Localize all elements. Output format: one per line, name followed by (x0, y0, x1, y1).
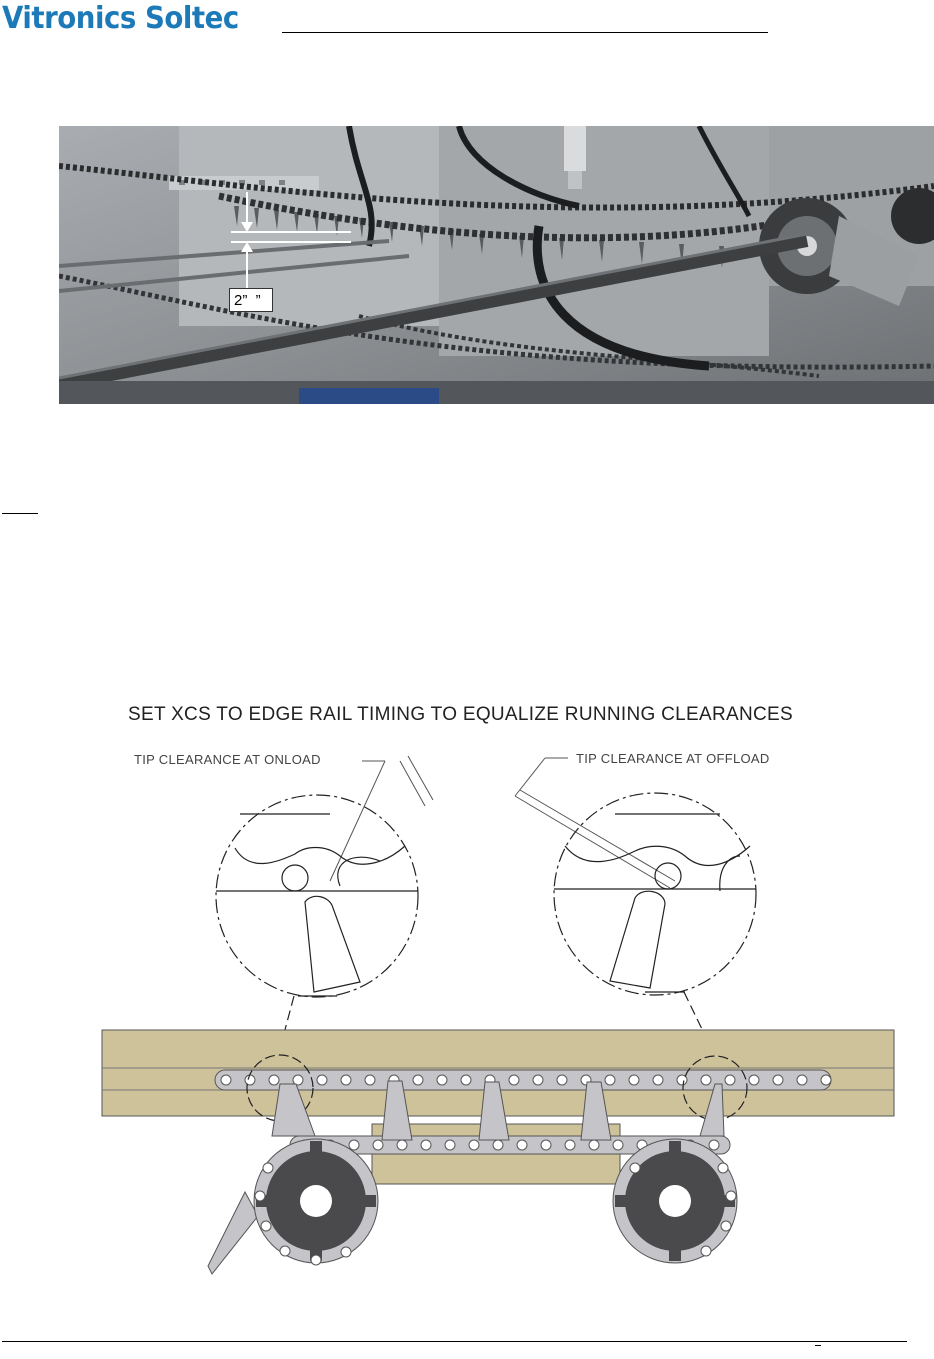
edge-rail-timing-diagram (90, 696, 905, 1288)
footer-rule (2, 1341, 907, 1342)
diagram-title: SET XCS TO EDGE RAIL TIMING TO EQUALIZE RUNNING CLEARANCES (128, 704, 793, 725)
vitronics-soltec-logo: Vitronics Soltec (2, 1, 239, 36)
conveyor-chain-photo (59, 126, 934, 404)
offload-callout-label: TIP CLEARANCE AT OFFLOAD (576, 751, 770, 766)
header-rule (282, 32, 768, 33)
page-number-mark (815, 1345, 821, 1346)
clearance-dimension-label: 2” ” (229, 288, 273, 312)
note-underline (2, 513, 38, 514)
onload-callout-label: TIP CLEARANCE AT ONLOAD (134, 752, 321, 767)
